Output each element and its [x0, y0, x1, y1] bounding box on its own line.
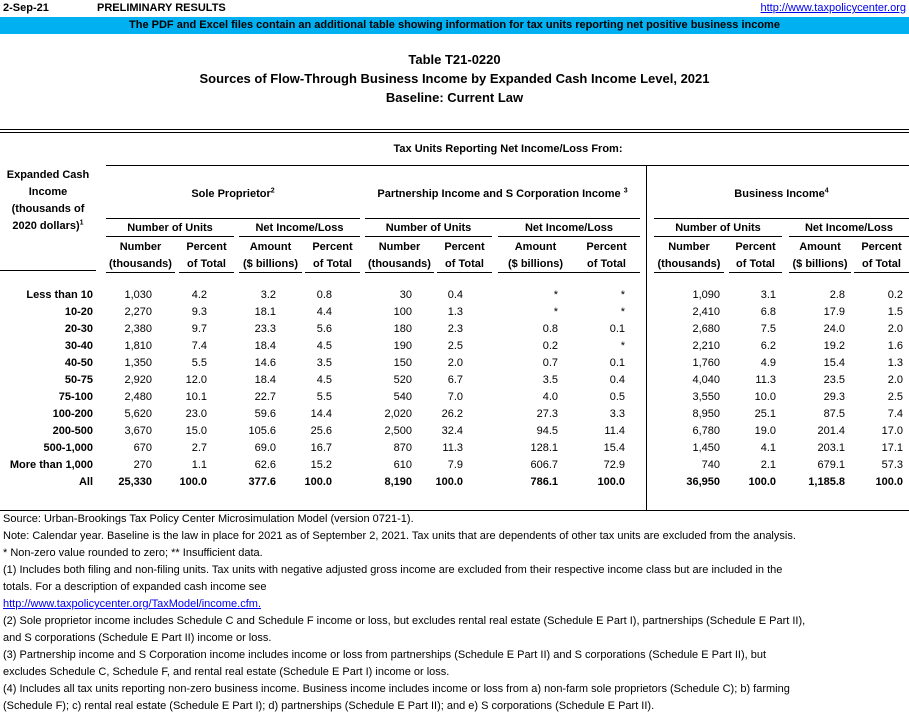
table-cell: 2,500	[384, 425, 412, 437]
income-class-label: 30-40	[64, 340, 93, 352]
table-cell: 670	[133, 442, 152, 454]
table-row	[0, 425, 909, 442]
group-partnership-s-corp: Partnership Income and S Corporation Income $^3$	[377, 187, 628, 200]
rule	[106, 218, 360, 219]
column-header-line: Amount	[799, 241, 841, 253]
footnote-3-cont: excludes Schedule C, Schedule F, and rental real estate (Schedule E Part I) income or loss.	[3, 666, 450, 678]
rule	[789, 272, 851, 273]
table-cell: 105.6	[248, 425, 276, 437]
table-cell: 2,480	[124, 391, 152, 403]
rule	[365, 218, 640, 219]
table-cell: 2.5	[887, 391, 903, 403]
column-header-line: ($ billions)	[508, 258, 563, 270]
preliminary-label: PRELIMINARY RESULTS	[97, 2, 226, 14]
table-cell: 2.3	[447, 323, 463, 335]
column-header-line: of Total	[187, 258, 226, 270]
column-header-line: Amount	[249, 241, 292, 253]
column-header	[573, 239, 640, 273]
footnote-2-cont: and S corporations (Schedule E Part II) income or loss.	[3, 632, 272, 644]
table-cell: 3.1	[760, 289, 776, 301]
table-cell: 4.5	[316, 340, 332, 352]
table-cell: 2.0	[887, 374, 903, 386]
rule	[106, 272, 175, 273]
row-label-line: 2020 dollars)	[12, 220, 80, 232]
table-cell: 9.7	[191, 323, 207, 335]
table-cell: 190	[393, 340, 412, 352]
column-header	[789, 239, 851, 273]
table-cell: 606.7	[530, 459, 558, 471]
rule	[654, 236, 782, 237]
column-header-line: Percent	[735, 241, 776, 253]
table-baseline: Baseline: Current Law	[385, 90, 524, 105]
table-cell: 203.1	[817, 442, 845, 454]
table-cell: 540	[393, 391, 412, 403]
table-cell: 25.1	[754, 408, 776, 420]
footnote-4-cont: (Schedule F); c) rental real estate (Schedule E Part I); d) partnerships (Schedule E Part II); and e) S corporations (Schedule E Part II).	[3, 700, 655, 712]
income-class-label: 500-1,000	[43, 442, 93, 454]
table-cell: 14.4	[310, 408, 332, 420]
income-definition-link[interactable]: http://www.taxpolicycenter.org/TaxModel/income.cfm.	[3, 598, 261, 610]
rule	[498, 236, 640, 237]
column-header-line: (thousands)	[657, 258, 721, 270]
table-cell: 0.4	[447, 289, 463, 301]
table-row	[0, 408, 909, 425]
column-header-line: Percent	[444, 241, 485, 253]
rule	[239, 272, 302, 273]
table-cell: *	[553, 306, 558, 318]
table-cell: 16.7	[310, 442, 332, 454]
footnote-ref: 1	[79, 219, 84, 227]
report-date: 2-Sep-21	[3, 2, 49, 14]
group-sole-proprietor: Sole Proprietor$^2$	[191, 187, 275, 200]
table-cell: 201.4	[817, 425, 845, 437]
table-cell: 72.9	[603, 459, 625, 471]
table-cell: 0.1	[609, 357, 625, 369]
table-cell: 2.1	[760, 459, 776, 471]
table-row	[0, 306, 909, 323]
table-cell: 2.7	[191, 442, 207, 454]
table-cell: 3,670	[124, 425, 152, 437]
table-cell: 27.3	[536, 408, 558, 420]
table-cell: 22.7	[254, 391, 276, 403]
column-header	[654, 239, 724, 273]
table-cell: 100.0	[179, 476, 207, 488]
footnote-3: (3) Partnership income and S Corporation income includes income or loss from partnerships (Schedule E Part II) and S corporations (Schedule E Part II), but	[3, 649, 767, 661]
table-cell: 17.0	[881, 425, 903, 437]
column-header	[498, 239, 573, 273]
subgroup-net-income: Net Income/Loss	[804, 222, 894, 234]
table-row	[0, 374, 909, 391]
table-cell: 6.7	[447, 374, 463, 386]
table-cell: 15.4	[603, 442, 625, 454]
table-cell: 4,040	[692, 374, 720, 386]
table-cell: *	[620, 306, 625, 318]
subgroup-net-income: Net Income/Loss	[255, 222, 344, 234]
rule	[239, 236, 360, 237]
table-cell: 3.3	[609, 408, 625, 420]
table-cell: 100.0	[748, 476, 776, 488]
table-cell: 2,680	[692, 323, 720, 335]
table-cell: 1.5	[887, 306, 903, 318]
table-row	[0, 323, 909, 340]
table-cell: 36,950	[686, 476, 720, 488]
table-cell: 2,270	[124, 306, 152, 318]
table-titles	[0, 50, 909, 107]
column-header	[179, 239, 234, 273]
rule	[305, 272, 360, 273]
table-cell: 17.9	[823, 306, 845, 318]
table-cell: 0.4	[609, 374, 625, 386]
column-header-line: Percent	[586, 241, 627, 253]
rule	[437, 272, 492, 273]
table-cell: 0.8	[542, 323, 558, 335]
table-cell: 870	[393, 442, 412, 454]
table-cell: 23.5	[823, 374, 845, 386]
table-cell: 9.3	[191, 306, 207, 318]
table-cell: 11.3	[755, 374, 776, 386]
table-cell: 15.2	[310, 459, 332, 471]
table-cell: 4.2	[191, 289, 207, 301]
table-cell: 0.2	[542, 340, 558, 352]
income-class-label: 50-75	[64, 374, 93, 386]
asterisk-note: * Non-zero value rounded to zero; ** Insufficient data.	[3, 547, 263, 559]
table-cell: 610	[393, 459, 412, 471]
table-cell: 1,185.8	[808, 476, 845, 488]
table-cell: 4.9	[760, 357, 776, 369]
table-cell: 5.6	[316, 323, 332, 335]
table-cell: 2,210	[692, 340, 720, 352]
table-cell: 59.6	[254, 408, 276, 420]
table-cell: 100.0	[435, 476, 463, 488]
table-cell: 150	[393, 357, 412, 369]
column-header-line: Percent	[186, 241, 227, 253]
table-cell: 19.0	[754, 425, 776, 437]
table-cell: *	[620, 340, 625, 352]
income-class-label: 20-30	[64, 323, 93, 335]
rule	[365, 272, 434, 273]
rule	[789, 236, 909, 237]
table-cell: 1.1	[191, 459, 207, 471]
table-cell: 15.4	[823, 357, 845, 369]
table-cell: 2,920	[124, 374, 152, 386]
table-row	[0, 289, 909, 306]
table-cell: 2.0	[447, 357, 463, 369]
table-row	[0, 459, 909, 476]
column-header	[729, 239, 782, 273]
table-cell: 5.5	[191, 357, 207, 369]
column-header-line: of Total	[736, 258, 775, 270]
table-cell: 7.9	[447, 459, 463, 471]
row-label-header	[0, 167, 96, 235]
table-cell: 1.3	[447, 306, 463, 318]
table-cell: 3.5	[316, 357, 332, 369]
table-cell: 14.6	[254, 357, 276, 369]
table-cell: 0.7	[542, 357, 558, 369]
super-heading: Tax Units Reporting Net Income/Loss From:	[393, 143, 623, 155]
rule	[654, 218, 909, 219]
table-cell: 6.2	[760, 340, 776, 352]
table-cell: 7.4	[191, 340, 207, 352]
rule	[498, 272, 573, 273]
table-cell: *	[620, 289, 625, 301]
column-header-line: Percent	[861, 241, 902, 253]
table-cell: 1,810	[124, 340, 152, 352]
income-class-label: More than 1,000	[9, 459, 93, 471]
table-cell: 0.8	[316, 289, 332, 301]
table-cell: 7.4	[887, 408, 903, 420]
table-row	[0, 357, 909, 374]
table-cell: 15.0	[185, 425, 207, 437]
subgroup-net-income: Net Income/Loss	[524, 222, 614, 234]
rule	[106, 236, 234, 237]
table-cell: 100.0	[597, 476, 625, 488]
footnote-4: (4) Includes all tax units reporting non-zero business income. Business income includes income or loss from a) non-farm sole proprietors (Schedule C); b) farming	[3, 683, 790, 695]
table-cell: 62.6	[254, 459, 276, 471]
table-title: Sources of Flow-Through Business Income by Expanded Cash Income Level, 2021	[199, 71, 710, 86]
table-cell: 3.5	[542, 374, 558, 386]
table-cell: 69.0	[254, 442, 276, 454]
table-cell: 100.0	[875, 476, 903, 488]
subgroup-units: Number of Units	[385, 222, 472, 234]
rule	[179, 272, 234, 273]
income-class-label: 40-50	[64, 357, 93, 369]
table-cell: 26.2	[441, 408, 463, 420]
table-cell: 29.3	[823, 391, 845, 403]
column-header	[106, 239, 175, 273]
income-class-label: 100-200	[52, 408, 93, 420]
rule	[106, 165, 909, 166]
rule	[573, 272, 640, 273]
table-cell: 1,760	[692, 357, 720, 369]
footnote-1-cont: totals. For a description of expanded cash income see	[3, 581, 267, 593]
row-label-line: Expanded Cash	[6, 169, 90, 181]
table-cell: 740	[701, 459, 720, 471]
column-header-line: of Total	[445, 258, 484, 270]
table-cell: 4.0	[542, 391, 558, 403]
table-cell: 10.0	[754, 391, 776, 403]
column-header-line: Number	[119, 241, 162, 253]
table-cell: 12.0	[185, 374, 207, 386]
table-cell: 25.6	[310, 425, 332, 437]
table-cell: 3.2	[260, 289, 276, 301]
table-cell: 0.5	[609, 391, 625, 403]
row-label-line: (thousands of	[11, 203, 85, 215]
column-header-line: Percent	[312, 241, 353, 253]
table-cell: 7.0	[447, 391, 463, 403]
income-class-label: 10-20	[64, 306, 93, 318]
column-header	[854, 239, 909, 273]
table-cell: 100.0	[304, 476, 332, 488]
header-double-rule	[0, 129, 909, 133]
income-class-label: 200-500	[52, 425, 93, 437]
table-cell: 679.1	[817, 459, 845, 471]
column-header	[305, 239, 360, 273]
table-cell: 0.2	[887, 289, 903, 301]
top-bar	[0, 0, 909, 17]
table-cell: 2.8	[829, 289, 845, 301]
footnotes	[3, 511, 903, 715]
rule	[0, 270, 96, 271]
table-cell: 520	[393, 374, 412, 386]
column-header	[365, 239, 434, 273]
source-note: Source: Urban-Brookings Tax Policy Center Microsimulation Model (version 0721-1).	[3, 513, 414, 525]
table-cell: 1.3	[887, 357, 903, 369]
total-row	[0, 476, 909, 493]
table-cell: 128.1	[530, 442, 558, 454]
rule	[729, 272, 782, 273]
footnote-1: (1) Includes both filing and non-filing units. Tax units with negative adjusted gross income are excluded from their respective income class but are included in the	[3, 564, 783, 576]
table-row	[0, 340, 909, 357]
table-cell: 94.5	[536, 425, 558, 437]
table-cell: 18.4	[254, 374, 276, 386]
table-cell: 5.5	[316, 391, 332, 403]
row-label-line: Income	[28, 186, 68, 198]
table-cell: 2,410	[692, 306, 720, 318]
table-cell: 25,330	[118, 476, 152, 488]
column-header-line: of Total	[587, 258, 626, 270]
table-id: Table T21-0220	[408, 52, 501, 67]
table-cell: 1,030	[124, 289, 152, 301]
column-header-line: Number	[378, 241, 421, 253]
table-cell: 2,380	[124, 323, 152, 335]
rule	[854, 272, 909, 273]
column-header-line: Amount	[514, 241, 557, 253]
column-header-line: of Total	[313, 258, 352, 270]
table-cell: 23.3	[254, 323, 276, 335]
table-cell: 3,550	[692, 391, 720, 403]
table-cell: 270	[133, 459, 152, 471]
column-header-line: Number	[668, 241, 710, 253]
table-cell: 1,350	[124, 357, 152, 369]
table-cell: 100	[393, 306, 412, 318]
table-cell: 4.5	[316, 374, 332, 386]
table-cell: 2,020	[384, 408, 412, 420]
table-cell: 2.0	[887, 323, 903, 335]
table-cell: 30	[399, 289, 412, 301]
column-header-line: ($ billions)	[792, 258, 848, 270]
table-cell: 786.1	[530, 476, 558, 488]
subgroup-units: Number of Units	[127, 222, 213, 234]
column-header-line: (thousands)	[109, 258, 172, 270]
table-cell: 8,190	[384, 476, 412, 488]
table-row	[0, 391, 909, 408]
table-cell: 1.6	[887, 340, 903, 352]
rule	[654, 272, 724, 273]
tpc-website-link[interactable]: http://www.taxpolicycenter.org	[760, 2, 906, 14]
table-cell: 19.2	[823, 340, 845, 352]
footnote-2: (2) Sole proprietor income includes Schedule C and Schedule F income or loss, but excludes rental real estate (Schedule E Part I), partnerships (Schedule E Part II),	[3, 615, 806, 627]
table-cell: 32.4	[441, 425, 463, 437]
income-class-label: Less than 10	[26, 289, 93, 301]
table-cell: 0.1	[609, 323, 625, 335]
table-cell: 17.1	[881, 442, 903, 454]
table-cell: 10.1	[185, 391, 207, 403]
column-header	[437, 239, 492, 273]
table-cell: *	[553, 289, 558, 301]
table-cell: 5,620	[124, 408, 152, 420]
table-cell: 1,090	[692, 289, 720, 301]
table-cell: 7.5	[760, 323, 776, 335]
income-class-label: All	[78, 476, 93, 488]
table-cell: 24.0	[823, 323, 845, 335]
table-cell: 4.1	[760, 442, 776, 454]
table-cell: 11.3	[442, 442, 463, 454]
table-cell: 1,450	[692, 442, 720, 454]
table-cell: 23.0	[185, 408, 207, 420]
info-banner: The PDF and Excel files contain an additional table showing information for tax units reporting net positive business income	[0, 17, 909, 34]
column-header	[239, 239, 302, 273]
table-cell: 6.8	[760, 306, 776, 318]
table-cell: 87.5	[823, 408, 845, 420]
table-cell: 57.3	[881, 459, 903, 471]
table-cell: 6,780	[692, 425, 720, 437]
table-cell: 377.6	[248, 476, 276, 488]
table-cell: 18.1	[254, 306, 276, 318]
table-cell: 180	[393, 323, 412, 335]
subgroup-units: Number of Units	[675, 222, 761, 234]
income-class-label: 75-100	[58, 391, 93, 403]
rule	[365, 236, 492, 237]
column-header-line: of Total	[862, 258, 901, 270]
column-header-line: ($ billions)	[243, 258, 298, 270]
table-cell: 4.4	[316, 306, 332, 318]
general-note: Note: Calendar year. Baseline is the law in place for 2021 as of September 2, 2021. Tax units that are dependents of other tax units are excluded from the analysis.	[3, 530, 796, 542]
table-cell: 18.4	[254, 340, 276, 352]
column-header-line: (thousands)	[368, 258, 431, 270]
group-business-income: Business Income$^4$	[734, 187, 829, 200]
table-cell: 2.5	[447, 340, 463, 352]
table-cell: 8,950	[692, 408, 720, 420]
table-row	[0, 442, 909, 459]
table-cell: 11.4	[604, 425, 625, 437]
